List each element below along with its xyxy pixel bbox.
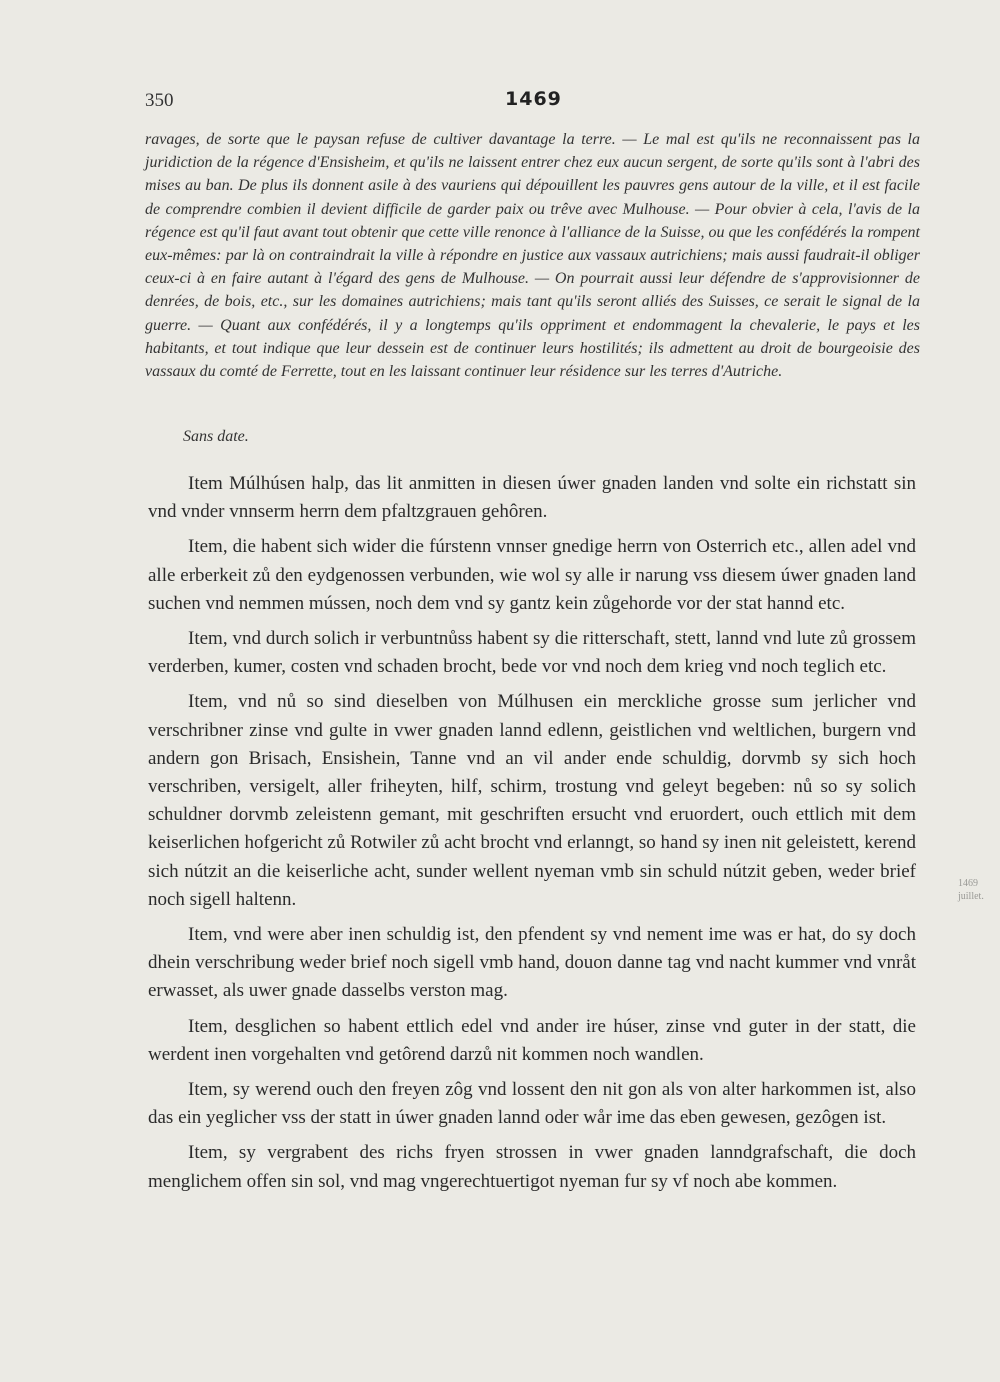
paragraph: Item, vnd durch solich ir verbuntnůss habent sy die ritterschaft, stett, lannd vnd lute zů grossem verderben, kumer, costen vnd schaden brocht, bede vor vnd noch dem krieg vnd noch teglich etc. — [148, 628, 916, 678]
document-year: 1469 — [505, 88, 562, 110]
summary-text: ravages, de sorte que le paysan refuse de cultiver davantage la terre. — Le mal est qu'ils ne reconnaissent pas la juridiction de la régence d'Ensisheim, et qu'ils ne laissent entrer chez eux aucun sergent, de sorte qu'ils sont à l'abri des mises au ban. De plus ils donnent asile à des vauriens qui dépouillent les pauvres gens autour de la ville, et il est facile de comprendre combien il devient difficile de garder paix ou trêve avec Mulhouse. — Pour obvier à cela, l'avis de la régence est qu'il faut avant tout obtenir que cette ville renonce à l'alliance de la Suisse, ou que les confédérés la rompent eux-mêmes: par là on contraindrait la ville à répondre en justice aux vassaux autrichiens; mais aussi faudrait-il obliger ceux-ci à en faire autant à l'égard des gens de Mulhouse. — On pourrait aussi leur défendre de s'approvisionner de denrées, de bois, etc., sur les domaines autrichiens; mais tant qu'ils seront alliés des Suisses, ce serait le signal de la guerre. — Quant aux confédérés, il y a longtemps qu'ils oppriment et endommagent la chevalerie, le pays et les habitants, et tout indique que leur dessein est de continuer leurs hostilités; ils admettent au droit de bourgeoisie des vassaux du comté de Ferrette, tout en les laissant continuer leur résidence sur les terres d'Autriche. — [145, 131, 920, 381]
paragraph: Item, sy werend ouch den freyen zôg vnd lossent den nit gon als von alter harkommen ist, also das ein yeglicher vss der statt in úwer gnaden lannd oder wår ime das eben gewesen, gezôgen ist. — [148, 1079, 916, 1129]
french-summary — [145, 128, 920, 383]
paragraph: Item Múlhúsen halp, das lit anmitten in diesen úwer gnaden landen vnd solte ein richstatt sin vnd vnder vnnserm herrn dem pfaltzgrauen gehôren. — [148, 473, 916, 523]
paragraph: Item, die habent sich wider die fúrstenn vnnser gnedige herrn von Osterrich etc., allen adel vnd alle erberkeit zů den eydgenossen verbunden, wie wol sy alle ir narung vss diesem úwer gnaden land suchen vnd nemmen mússen, noch dem vnd sy gantz kein zůgehorde vor der stat hannd etc. — [148, 536, 916, 614]
page-header — [145, 90, 915, 114]
paragraph: Item, vnd were aber inen schuldig ist, den pfendent sy vnd nement ime was er hat, do sy doch dhein verschribung weder brief noch sigell vmb hand, douon danne tag vnd nacht kummer vnd vnråt erwasset, als uwer gnade dasselbs verston mag. — [148, 924, 916, 1002]
margin-note: 1469 juillet. — [958, 878, 984, 902]
page-number: 350 — [145, 90, 174, 111]
document-body — [148, 470, 916, 1203]
paragraph: Item, vnd nů so sind dieselben von Múlhusen ein merckliche grosse sum jerlicher vnd verschribner zinse vnd gulte in vwer gnaden lannd edlenn, geistlichen vnd weltlichen, burgern vnd andern gon Brisach, Ensishein, Tanne vnd an vil ander ende schuldig, dorvmb sy sich hoch verschriben, versigelt, aller friheyten, hilf, schirm, trostung vnd geleyt begeben: nů so sy solich schuldner dorvmb zeleistenn gemant, mit geschriften ersucht vnd eruordert, ouch ettlich mit dem keiserlichen hofgericht zů Rotwiler zů acht brocht vnd erlanngt, so hand sy inen nit geleistett, kerend sich nútzit an die keiserliche acht, sunder wellent nyeman vmb sin schuld nútzit geben, weder brief noch sigell haltenn. — [148, 691, 916, 910]
date-note: Sans date. — [183, 428, 249, 445]
paragraph: Item, sy vergrabent des richs fryen strossen in vwer gnaden lanndgrafschaft, die doch menglichem offen sin sol, vnd mag vngerechtuertigot nyeman fur sy vf noch abe kommen. — [148, 1142, 916, 1192]
paragraph: Item, desglichen so habent ettlich edel vnd ander ire húser, zinse vnd guter in der statt, die werdent inen vorgehalten vnd getôrend darzů nit kommen noch wandlen. — [148, 1015, 916, 1065]
